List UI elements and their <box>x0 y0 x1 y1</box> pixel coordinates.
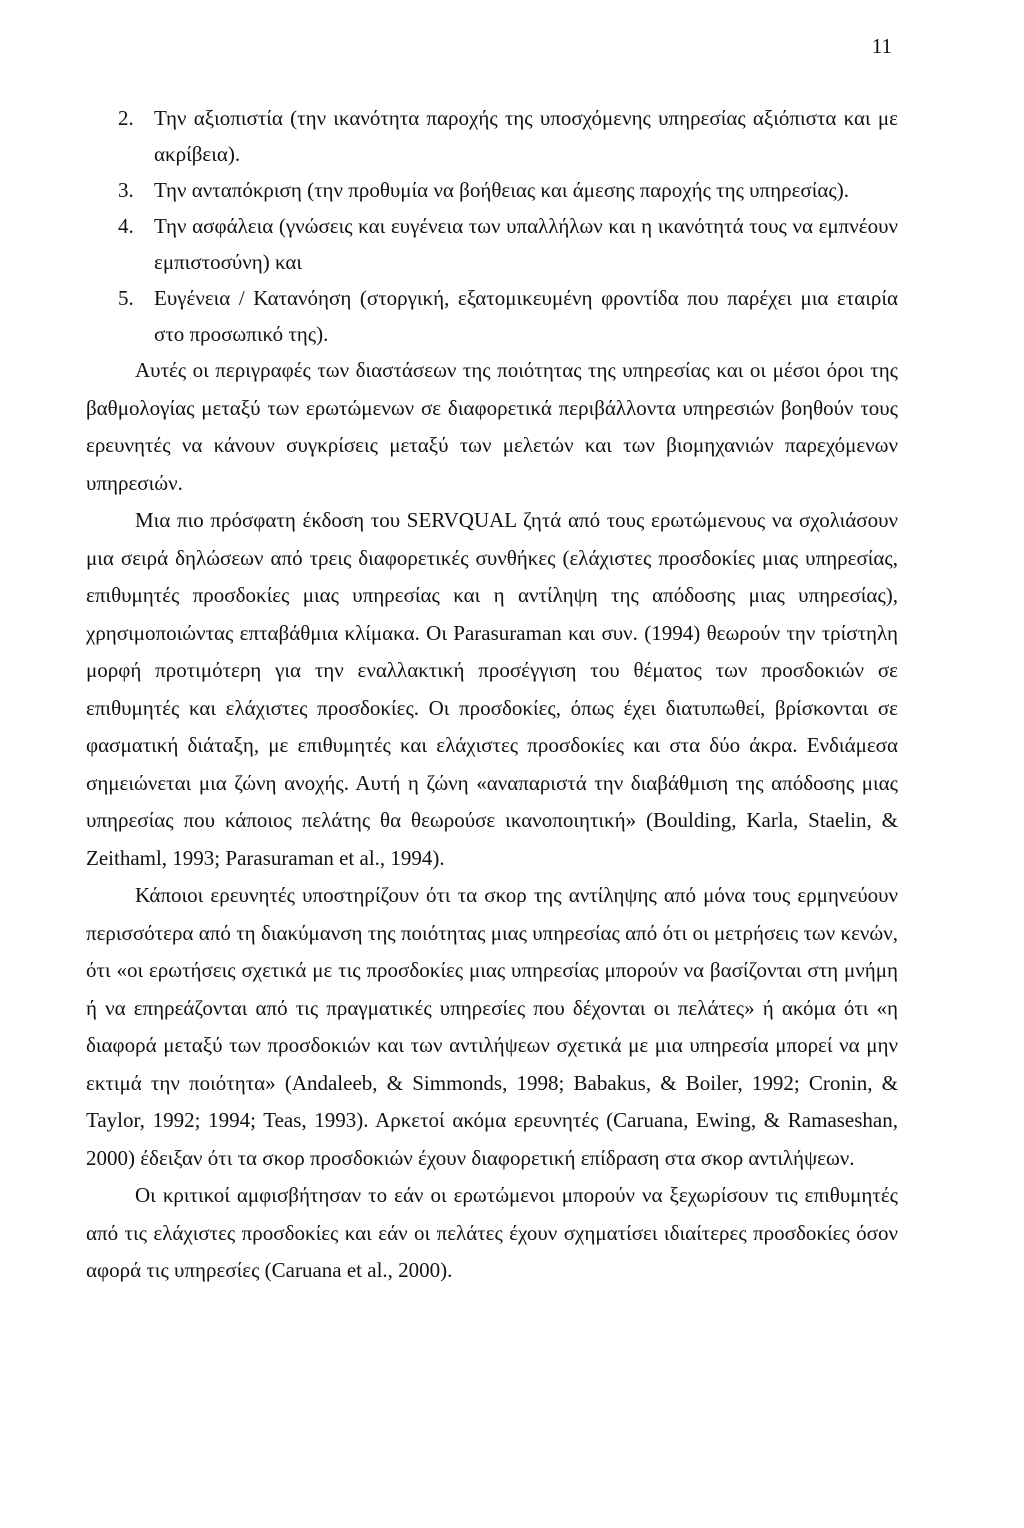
numbered-list <box>86 100 898 352</box>
paragraph: Οι κριτικοί αμφισβήτησαν το εάν οι ερωτώμενοι μπορούν να ξεχωρίσουν τις επιθυμητές από τις ελάχιστες προσδοκίες και εάν οι πελάτες έχουν σχηματίσει ιδιαίτερες προσδοκίες όσον αφορά τις υπηρεσίες (Caruana et al., 2000). <box>86 1183 898 1282</box>
list-item-text: Την ασφάλεια (γνώσεις και ευγένεια των υπαλλήλων και η ικανότητά τους να εμπνέουν εμπιστοσύνη) και <box>154 214 898 274</box>
list-item <box>86 280 898 352</box>
list-item-number: 4. <box>118 214 134 238</box>
list-item-number: 5. <box>118 286 134 310</box>
list-item-text: Την ανταπόκριση (την προθυμία να βοήθειας και άμεσης παροχής της υπηρεσίας). <box>154 178 849 202</box>
page-content <box>86 100 898 1290</box>
paragraph: Αυτές οι περιγραφές των διαστάσεων της ποιότητας της υπηρεσίας και οι μέσοι όροι της βαθμολογίας μεταξύ των ερωτώμενων σε διαφορετικά περιβάλλοντα υπηρεσιών βοηθούν τους ερευνητές να κάνουν συγκρίσεις μεταξύ των μελετών και των βιομηχανιών παρεχόμενων υπηρεσιών. <box>86 358 898 495</box>
list-item <box>86 172 898 208</box>
paragraph: Μια πιο πρόσφατη έκδοση του SERVQUAL ζητά από τους ερωτώμενους να σχολιάσουν μια σειρά δηλώσεων από τρεις διαφορετικές συνθήκες (ελάχιστες προσδοκίες μιας υπηρεσίας, επιθυμητές προσδοκίες μιας υπηρεσίας και η αντίληψη της απόδοσης μιας υπηρεσίας), χρησιμοποιώντας επταβάθμια κλίμακα. Οι Parasuraman και συν. (1994) θεωρούν την τρίστηλη μορφή προτιμότερη για την εναλλακτική προσέγγιση του θέματος των προσδοκιών σε επιθυμητές και ελάχιστες προσδοκίες. Οι προσδοκίες, όπως έχει διατυπωθεί, βρίσκονται σε φασματική διάταξη, με επιθυμητές και ελάχιστες προσδοκίες και στα δύο άκρα. Ενδιάμεσα σημειώνεται μια ζώνη ανοχής. Αυτή η ζώνη «αναπαριστά την διαβάθμιση της απόδοσης μιας υπηρεσίας που κάποιος πελάτης θα θεωρούσε ικανοποιητική» (Boulding, Karla, Staelin, & Zeithaml, 1993; Parasuraman et al., 1994). <box>86 508 898 870</box>
paragraph: Κάποιοι ερευνητές υποστηρίζουν ότι τα σκορ της αντίληψης από μόνα τους ερμηνεύουν περισσότερα από τη διακύμανση της ποιότητας μιας υπηρεσίας από ότι οι μετρήσεις των κενών, ότι «οι ερωτήσεις σχετικά με τις προσδοκίες μιας υπηρεσίας μπορούν να βασίζονται στη μνήμη ή να επηρεάζονται από τις πραγματικές υπηρεσίες που δέχονται οι πελάτες» ή ακόμα ότι «η διαφορά μεταξύ των προσδοκιών και των αντιλήψεων σχετικά με μια υπηρεσία μπορεί να μην εκτιμά την ποιότητα» (Andaleeb, & Simmonds, 1998; Babakus, & Boiler, 1992; Cronin, & Taylor, 1992; 1994; Teas, 1993). Αρκετοί ακόμα ερευνητές (Caruana, Ewing, & Ramaseshan, 2000) έδειξαν ότι τα σκορ προσδοκιών έχουν διαφορετική επίδραση στα σκορ αντιλήψεων. <box>86 883 898 1170</box>
list-item <box>86 100 898 172</box>
list-item-number: 3. <box>118 178 134 202</box>
list-item-text: Ευγένεια / Κατανόηση (στοργική, εξατομικευμένη φροντίδα που παρέχει μια εταιρία στο προσωπικό της). <box>154 286 898 346</box>
list-item-number: 2. <box>118 106 134 130</box>
list-item-text: Την αξιοπιστία (την ικανότητα παροχής της υποσχόμενης υπηρεσίας αξιόπιστα και με ακρίβεια). <box>154 106 898 166</box>
page-number: 11 <box>871 34 892 58</box>
list-item <box>86 208 898 280</box>
